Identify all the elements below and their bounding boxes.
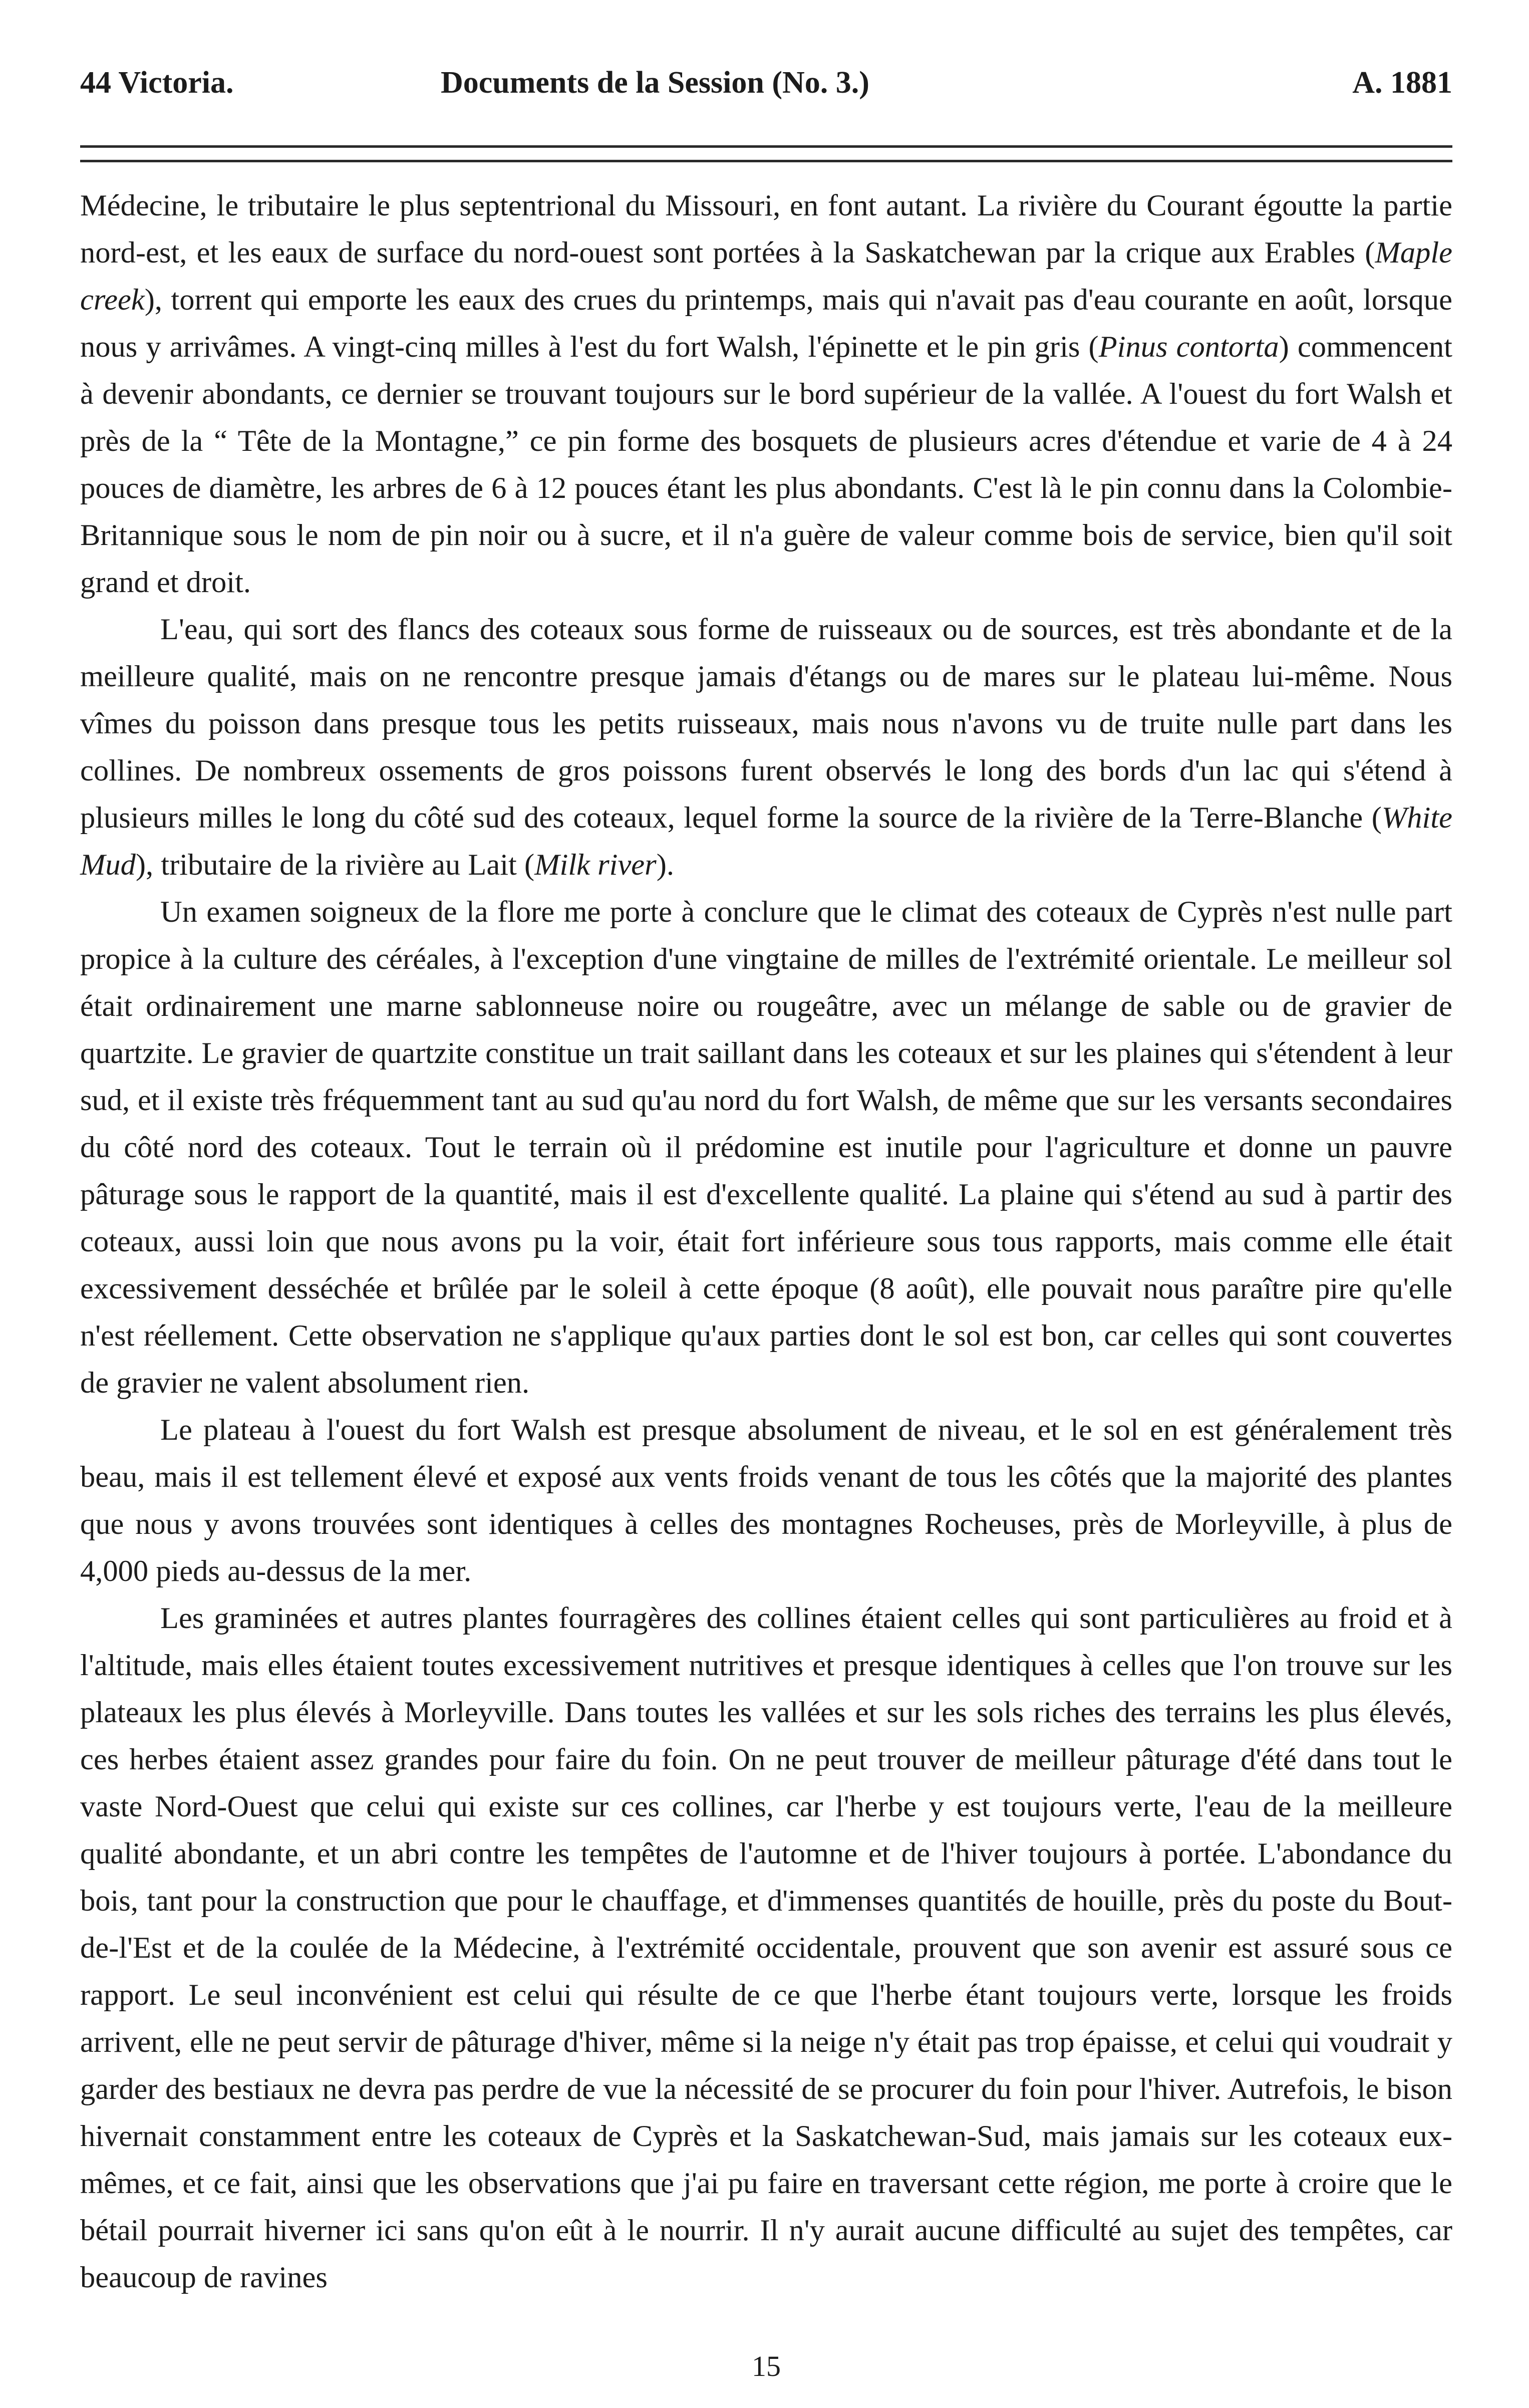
page-number: 15: [752, 2350, 781, 2382]
paragraph: Un examen soigneux de la flore me porte à conclure que le climat des coteaux de Cyprès n'est nulle part propice à la culture des céréales, à l'exception d'une vingtaine de milles de l'extrémité orientale. Le meilleur sol était ordinairement une marne sablonneuse noire ou rougeâtre, avec un mélange de sable ou de gravier de quartzite. Le gravier de quartzite constitue un trait saillant dans les coteaux et sur les plaines qui s'étendent à leur sud, et il existe très fréquemment tant au sud qu'au nord du fort Walsh, de même que sur les versants secondaires du côté nord des coteaux. Tout le terrain où il prédomine est inutile pour l'agriculture et donne un pauvre pâturage sous le rapport de la quantité, mais il est d'excellente qualité. La plaine qui s'étend au sud à partir des coteaux, aussi loin que nous avons pu la voir, était fort inférieure sous tous rapports, mais comme elle était excessivement desséchée et brûlée par le soleil à cette époque (8 août), elle pouvait nous paraître pire qu'elle n'est réellement. Cette observation ne s'applique qu'aux parties dont le sol est bon, car celles qui sont couvertes de gravier ne valent absolument rien.: [80, 895, 1452, 1400]
header-volume: 44 Victoria.: [80, 66, 234, 100]
header-year: A. 1881: [1352, 66, 1452, 100]
italic-term: Maple creek: [80, 236, 1452, 317]
header-title: Documents de la Session (No. 3.): [441, 66, 869, 100]
italic-term: Milk river: [534, 848, 657, 882]
italic-term: White Mud: [80, 801, 1452, 882]
paragraph: Le plateau à l'ouest du fort Walsh est presque absolument de niveau, et le sol en est généralement très beau, mais il est tellement élevé et exposé aux vents froids venant de tous les côtés que la majorité des plantes que nous y avons trouvées sont identiques à celles des montagnes Rocheuses, près de Morleyville, à plus de 4,000 pieds au-dessus de la mer.: [80, 1413, 1452, 1588]
document-page: [80, 55, 1452, 2382]
body-text: [80, 182, 1452, 2301]
running-header: [80, 55, 1452, 110]
italic-term: Pinus contorta: [1098, 330, 1279, 364]
header-double-rule: [80, 145, 1452, 162]
paragraph: L'eau, qui sort des flancs des coteaux sous forme de ruisseaux ou de sources, est très abondante et de la meilleure qualité, mais on ne rencontre presque jamais d'étangs ou de mares sur le plateau lui-même. Nous vîmes du poisson dans presque tous les petits ruisseaux, mais nous n'avons vu de truite nulle part dans les collines. De nombreux ossements de gros poissons furent observés le long des bords d'un lac qui s'étend à plusieurs milles le long du côté sud des coteaux, lequel forme la source de la rivière de la Terre-Blanche (White Mud), tributaire de la rivière au Lait (Milk river).: [80, 613, 1452, 882]
paragraph: Médecine, le tributaire le plus septentrional du Missouri, en font autant. La rivière du Courant égoutte la partie nord-est, et les eaux de surface du nord-ouest sont portées à la Saskatchewan par la crique aux Erables (Maple creek), torrent qui emporte les eaux des crues du printemps, mais qui n'avait pas d'eau courante en août, lorsque nous y arrivâmes. A vingt-cinq milles à l'est du fort Walsh, l'épinette et le pin gris (Pinus contorta) commencent à devenir abondants, ce dernier se trouvant toujours sur le bord supérieur de la vallée. A l'ouest du fort Walsh et près de la “ Tête de la Montagne,” ce pin forme des bosquets de plusieurs acres d'étendue et varie de 4 à 24 pouces de diamètre, les arbres de 6 à 12 pouces étant les plus abondants. C'est là le pin connu dans la Colombie-Britannique sous le nom de pin noir ou à sucre, et il n'a guère de valeur comme bois de service, bien qu'il soit grand et droit.: [80, 189, 1452, 599]
paragraph: Les graminées et autres plantes fourragères des collines étaient celles qui sont particulières au froid et à l'altitude, mais elles étaient toutes excessivement nutritives et presque identiques à celles que l'on trouve sur les plateaux les plus élevés à Morleyville. Dans toutes les vallées et sur les sols riches des terrains les plus élevés, ces herbes étaient assez grandes pour faire du foin. On ne peut trouver de meilleur pâturage d'été dans tout le vaste Nord-Ouest que celui qui existe sur ces collines, car l'herbe y est toujours verte, l'eau de la meilleure qualité abondante, et un abri contre les tempêtes de l'automne et de l'hiver toujours à portée. L'abondance du bois, tant pour la construction que pour le chauffage, et d'immenses quantités de houille, près du poste du Bout-de-l'Est et de la coulée de la Médecine, à l'extrémité occidentale, prouvent que son avenir est assuré sous ce rapport. Le seul inconvénient est celui qui résulte de ce que l'herbe étant toujours verte, lorsque les froids arrivent, elle ne peut servir de pâturage d'hiver, même si la neige n'y était pas trop épaisse, et celui qui voudrait y garder des bestiaux ne devra pas perdre de vue la nécessité de se procurer du foin pour l'hiver. Autrefois, le bison hivernait constamment entre les coteaux de Cyprès et la Saskatchewan-Sud, mais jamais sur les coteaux eux-mêmes, et ce fait, ainsi que les observations que j'ai pu faire en traversant cette région, me porte à croire que le bétail pourrait hiverner ici sans qu'on eût à le nourrir. Il n'y aurait aucune difficulté au sujet des tempêtes, car beaucoup de ravines: [80, 1601, 1452, 2294]
